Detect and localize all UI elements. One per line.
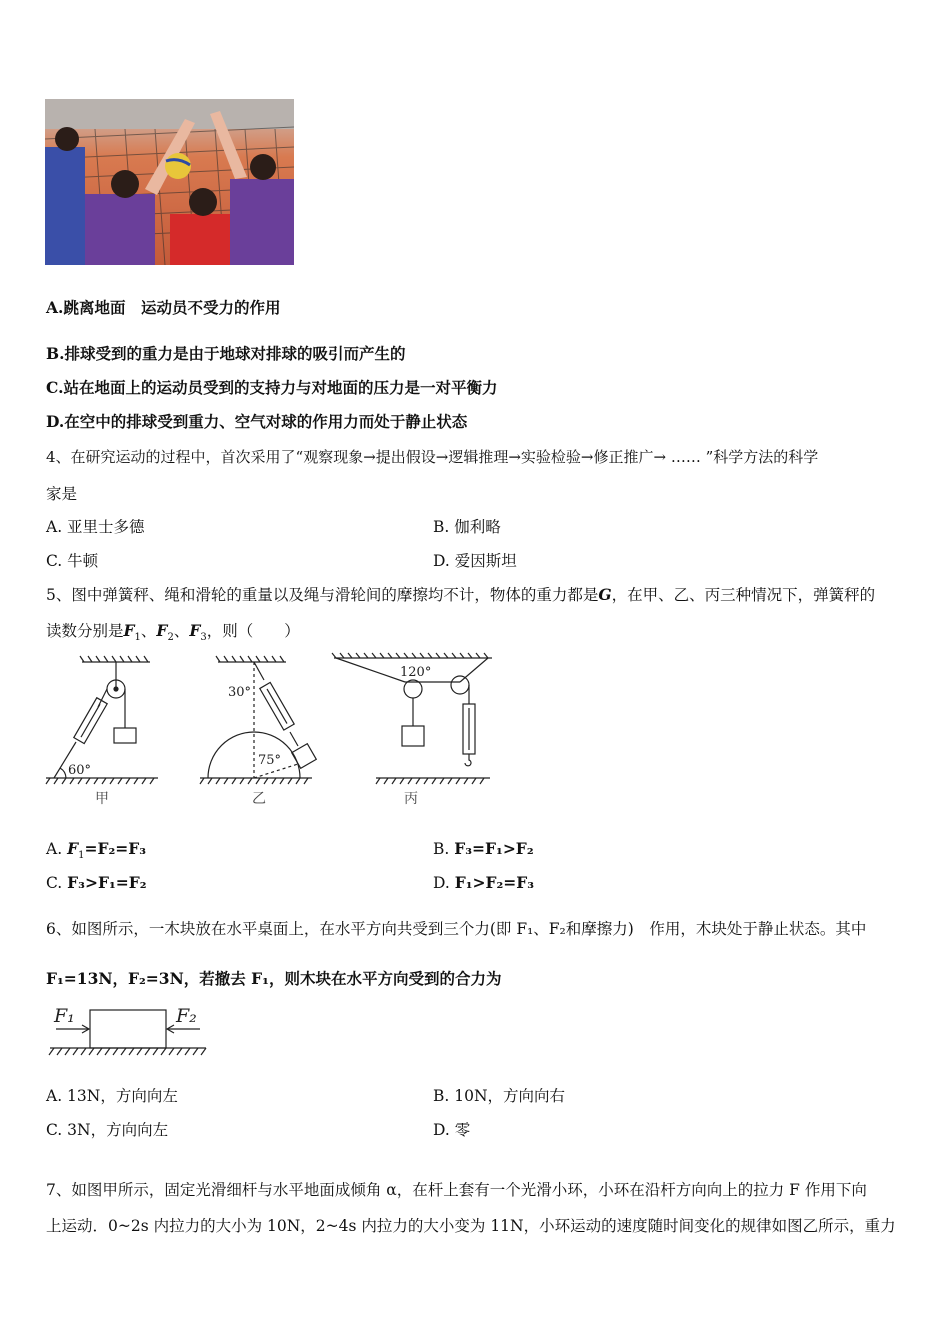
- q5-fig-angle-a: 60°: [68, 763, 92, 778]
- q6-stem-line2: F₁=13N，F₂=3N，若撤去 F₁，则木块在水平方向受到的合力为: [46, 969, 502, 988]
- q3-option-c: C.站在地面上的运动员受到的支持力与对地面的压力是一对平衡力: [46, 378, 498, 397]
- q6-fig-f1-label: F₁: [54, 1005, 75, 1027]
- q4-option-b: B. 伽利略: [433, 518, 501, 536]
- q5-option-d: D. F₁>F₂=F₃: [433, 873, 535, 892]
- q6-stem-line1: 6、如图所示，一木块放在水平桌面上，在水平方向共受到三个力(即 F₁、F₂和摩擦力) 作用，木块处于静止状态。其中: [46, 920, 867, 938]
- q5-fig-label-c: 丙: [404, 791, 418, 807]
- q3-option-b: B.排球受到的重力是由于地球对排球的吸引而产生的: [46, 344, 406, 363]
- q5-option-b: B. F₃=F₁>F₂: [433, 839, 534, 858]
- q5-stem-line1: 5、图中弹簧秤、绳和滑轮的重量以及绳与滑轮间的摩擦均不计，物体的重力都是G，在甲、乙、丙三种情况下，弹簧秤的: [46, 585, 876, 604]
- q5-fig-angle-c: 120°: [400, 665, 432, 680]
- q5-fig-label-a: 甲: [95, 791, 109, 807]
- q4-stem-line1: 4、在研究运动的过程中，首次采用了“观察现象→提出假设→逻辑推理→实验检验→修正推广→ …… ”科学方法的科学: [46, 448, 819, 466]
- q6-figure: [46, 1000, 210, 1062]
- q6-option-c: C. 3N，方向向左: [46, 1121, 169, 1139]
- q5-option-c: C. F₃>F₁=F₂: [46, 873, 147, 892]
- q4-option-a: A. 亚里士多德: [46, 518, 145, 536]
- q5-option-a: A. $F_1=F_2=F_3$: [46, 839, 147, 862]
- q5-stem-line2: 读数分别是$F_1$、$F_2$、$F_3$，则（ ）: [46, 621, 300, 644]
- q5-fig-label-b: 乙: [252, 791, 266, 807]
- q3-option-a: A.跳离地面 运动员不受力的作用: [46, 298, 281, 317]
- q3-option-d: D.在空中的排球受到重力、空气对球的作用力而处于静止状态: [46, 412, 468, 431]
- q6-option-b: B. 10N，方向向右: [433, 1087, 566, 1105]
- q5-fig-angle-b1: 30°: [228, 685, 252, 700]
- q6-fig-f2-label: F₂: [176, 1005, 197, 1027]
- q7-stem-line1: 7、如图甲所示，固定光滑细杆与水平地面成倾角 α，在杆上套有一个光滑小环，小环在沿杆方向向上的拉力 F 作用下向: [46, 1181, 867, 1199]
- q4-option-c: C. 牛顿: [46, 552, 99, 570]
- q6-option-a: A. 13N，方向向左: [46, 1087, 178, 1105]
- q6-option-d: D. 零: [433, 1121, 471, 1139]
- q7-stem-line2: 上运动．0~2s 内拉力的大小为 10N，2~4s 内拉力的大小变为 11N，小环运动的速度随时间变化的规律如图乙所示，重力: [46, 1217, 896, 1235]
- volleyball-photo: [45, 99, 294, 265]
- q5-fig-angle-b2: 75°: [258, 753, 282, 768]
- q4-option-d: D. 爱因斯坦: [433, 552, 517, 570]
- q4-stem-line2: 家是: [46, 485, 78, 503]
- q5-figure: [40, 652, 510, 814]
